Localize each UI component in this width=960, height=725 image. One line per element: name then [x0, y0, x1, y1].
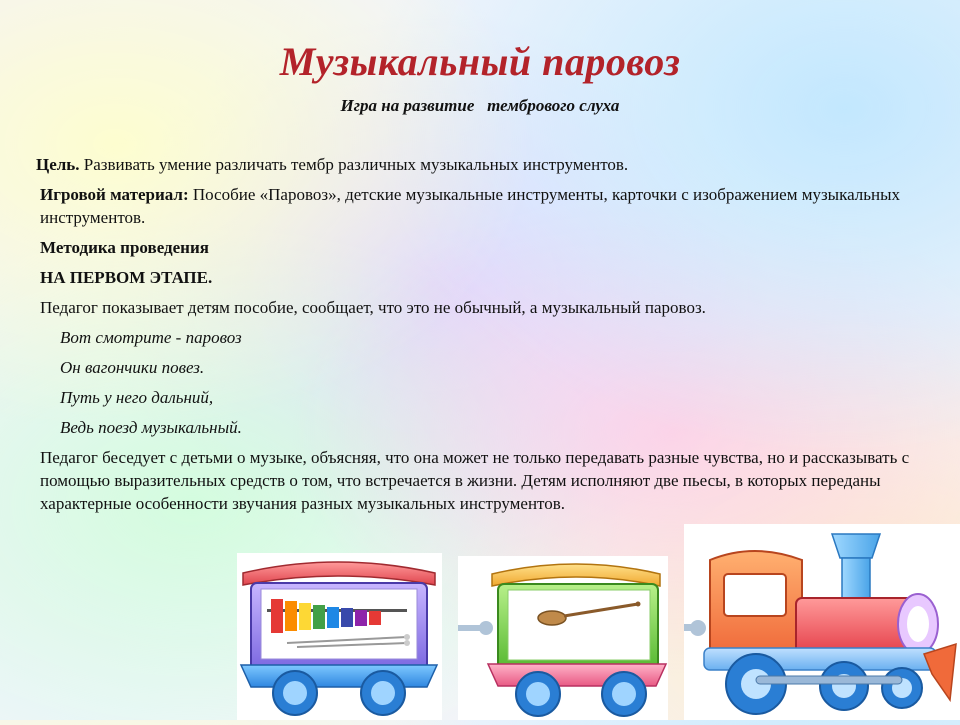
material-paragraph: [36, 183, 916, 229]
paragraph-intro: Педагог показывает детям пособие, сообщает, что это не обычный, а музыкальный паровоз.: [40, 298, 706, 317]
wagon-balalaika-image: [458, 556, 668, 720]
verse-line: Он вагончики повез.: [60, 358, 205, 377]
material-label: Игровой материал:: [40, 185, 189, 204]
wagon-xylophone-image: [237, 553, 442, 720]
material-text: Пособие «Паровоз», детские музыкальные инструменты, карточки с изображением музыкальных инструментов.: [40, 185, 901, 227]
verse-line: Вот смотрите - паровоз: [60, 328, 242, 347]
goal-text: Развивать умение различать тембр различных музыкальных инструментов.: [79, 155, 629, 174]
content-body: [36, 153, 916, 515]
page-subtitle: Игра на развитие тембрового слуха: [340, 96, 620, 115]
method-heading: Методика проведения: [40, 238, 209, 257]
stage-heading: НА ПЕРВОМ ЭТАПЕ.: [40, 268, 213, 287]
locomotive-image: [684, 524, 960, 720]
wagon-balalaika-icon: [458, 556, 668, 720]
wagon-xylophone-icon: [237, 553, 442, 720]
paragraph-conversation: Педагог беседует с детьми о музыке, объясняя, что она может не только передавать разные чувства, но и рассказывать с помощью выразительных средств о том, что встречается в жизни. Детям исполняют две пьесы, в которых переданы характерные особенности звучания разных музыкальных инструментов.: [40, 448, 910, 513]
goal-paragraph: [36, 153, 916, 176]
locomotive-icon: [684, 524, 960, 720]
goal-label: Цель.: [36, 155, 80, 174]
page-title: Музыкальный паровоз: [279, 39, 681, 84]
verse-line: Ведь поезд музыкальный.: [60, 418, 242, 437]
verse-line: Путь у него дальний,: [60, 388, 214, 407]
